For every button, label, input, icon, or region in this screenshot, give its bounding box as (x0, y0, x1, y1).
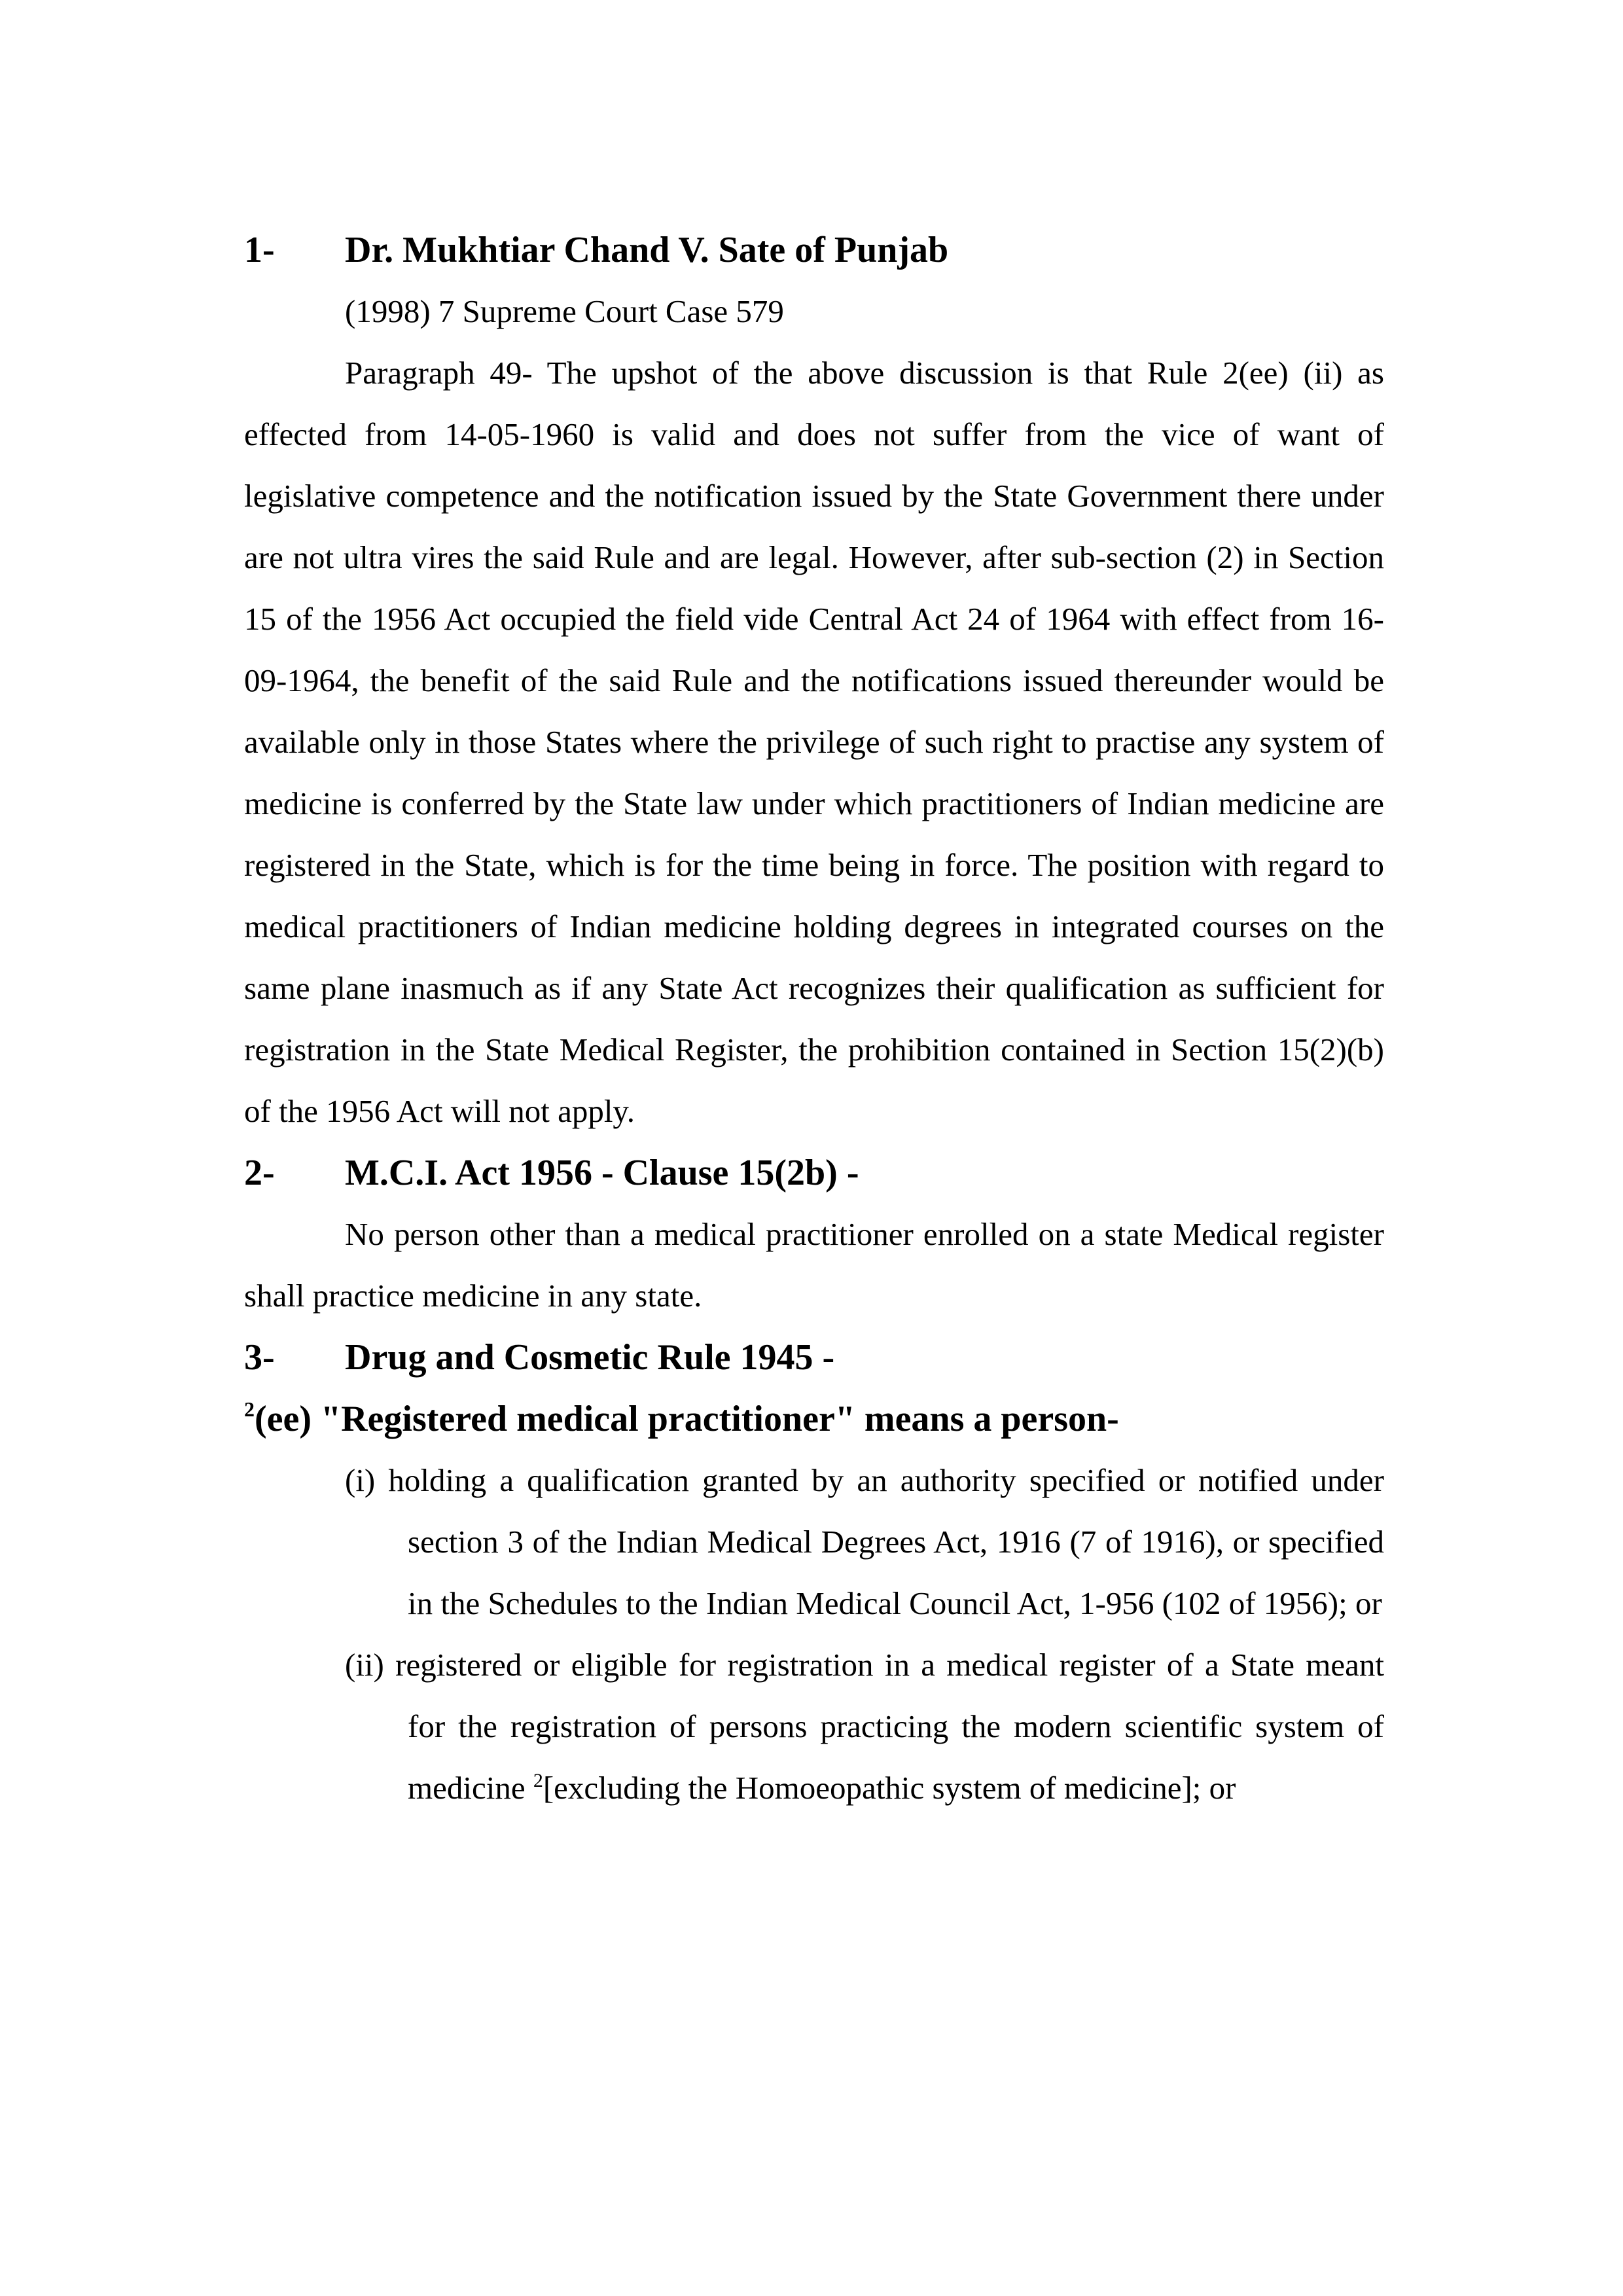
section-1-number: 1- (244, 230, 275, 270)
section-1-citation: (1998) 7 Supreme Court Case 579 (345, 293, 784, 329)
section-2-number: 2- (244, 1153, 275, 1193)
section-2-title: M.C.I. Act 1956 - Clause 15(2b) - (345, 1153, 859, 1193)
section-3-title: Drug and Cosmetic Rule 1945 - (345, 1337, 835, 1378)
document-page (244, 219, 1384, 1819)
definition-footnote-mark: 2 (244, 1397, 255, 1421)
definition-item-ii-footnote-mark: 2 (533, 1770, 543, 1791)
section-2-heading (244, 1142, 1384, 1204)
section-1-title: Dr. Mukhtiar Chand V. Sate of Punjab (345, 230, 949, 270)
section-2-paragraph: No person other than a medical practitioner enrolled on a state Medical register shall practice medicine in any state. (244, 1216, 1384, 1314)
definition-item-ii-text: (ii) registered or eligible for registration in a medical register of a State meant for the registration of persons practicing the modern scientific system of medicine (345, 1647, 1384, 1806)
section-1-heading (244, 219, 1384, 281)
definition-heading (244, 1388, 1384, 1450)
section-1-paragraph: Paragraph 49- The upshot of the above discussion is that Rule 2(ee) (ii) as effected from 14-05-1960 is valid and does not suffer from the vice of want of legislative competence and the notification issued by the State Government there under are not ultra vires the said Rule and are legal. However, after sub-section (2) in Section 15 of the 1956 Act occupied the field vide Central Act 24 of 1964 with effect from 16-09-1964, the benefit of the said Rule and the notifications issued thereunder would be available only in those States where the privilege of such right to practise any system of medicine is conferred by the State law under which practitioners of Indian medicine are registered in the State, which is for the time being in force. The position with regard to medical practitioners of Indian medicine holding degrees in integrated courses on the same plane inasmuch as if any State Act recognizes their qualification as sufficient for registration in the State Medical Register, the prohibition contained in Section 15(2)(b) of the 1956 Act will not apply. (244, 355, 1384, 1129)
section-3-number: 3- (244, 1337, 275, 1378)
definition-heading-text: (ee) "Registered medical practitioner" means a person- (255, 1399, 1119, 1439)
definition-item-i: (i) holding a qualification granted by an authority specified or notified under section 3 of the Indian Medical Degrees Act, 1916 (7 of 1916), or specified in the Schedules to the Indian Medical Council Act, 1-956 (102 of 1956); or (345, 1462, 1384, 1621)
definition-item-ii (345, 1634, 1384, 1819)
section-3-heading (244, 1327, 1384, 1388)
definition-item-ii-bracket-text: [excluding the Homoeopathic system of medicine]; or (543, 1770, 1236, 1806)
